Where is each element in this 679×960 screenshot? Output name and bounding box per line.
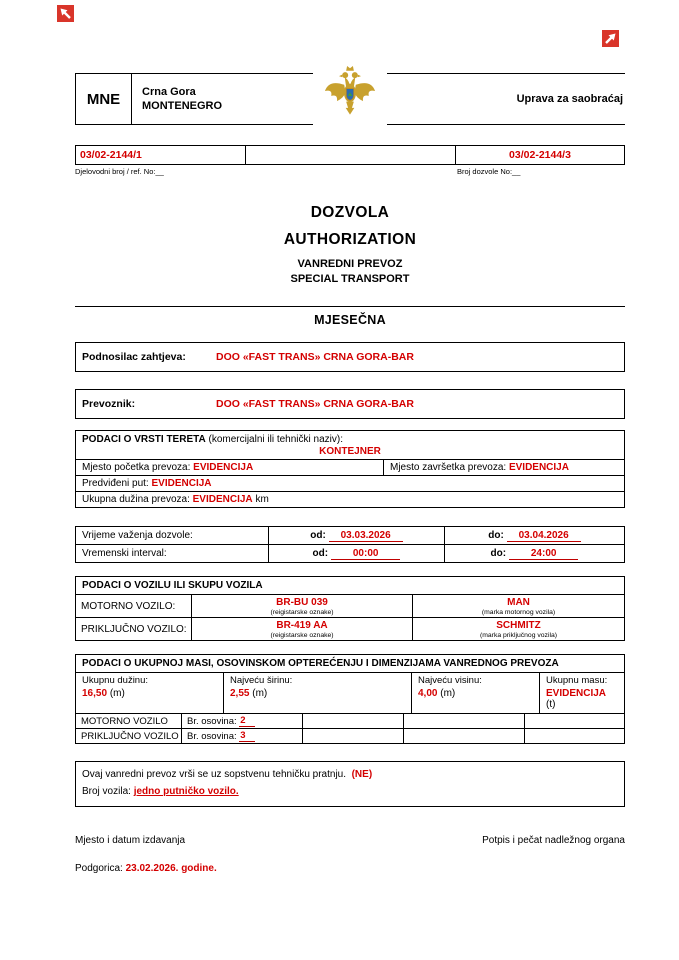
height-unit: (m) bbox=[440, 688, 456, 699]
height-label: Najveću visinu: bbox=[418, 675, 482, 686]
cargo-end-label: Mjesto završetka prevoza: bbox=[390, 462, 507, 473]
trailer-axles-label: PRIKLJUČNO VOZILO bbox=[76, 729, 182, 743]
motor-make-value: MAN bbox=[507, 597, 530, 608]
motor-make-caption: (marka motornog vozila) bbox=[481, 609, 556, 616]
length-cell bbox=[76, 673, 224, 713]
ref-number-caption: Djelovodni broj / ref. No:__ bbox=[75, 167, 164, 176]
motor-plate-caption: (reigistarske oznake) bbox=[270, 609, 334, 616]
time-from-value: 00:00 bbox=[331, 548, 401, 560]
carrier-section bbox=[75, 389, 625, 419]
trailer-plate-caption: (reigistarske oznake) bbox=[270, 632, 334, 639]
od-label: od: bbox=[310, 530, 326, 541]
height-value-line bbox=[418, 688, 533, 699]
annotation-arrow-icon bbox=[602, 30, 619, 47]
document-header bbox=[75, 73, 625, 125]
trailer-vehicle-row bbox=[76, 617, 624, 640]
height-value: 4,00 bbox=[418, 688, 438, 699]
cargo-start-cell bbox=[76, 460, 384, 475]
issue-date: 23.02.2026. godine. bbox=[125, 863, 217, 874]
mass-cell bbox=[540, 673, 624, 713]
width-cell bbox=[224, 673, 412, 713]
trailer-make-value: SCHMITZ bbox=[496, 620, 541, 631]
width-value-line bbox=[230, 688, 405, 699]
cargo-end-value: EVIDENCIJA bbox=[508, 462, 569, 473]
trailer-plate-value: BR-419 AA bbox=[276, 620, 328, 631]
length-unit: (m) bbox=[109, 688, 125, 699]
cargo-places-row bbox=[76, 459, 624, 475]
cargo-route-value: EVIDENCIJA bbox=[151, 478, 212, 489]
date-from-value: 03.03.2026 bbox=[329, 530, 403, 542]
motor-vehicle-label: MOTORNO VOZILO: bbox=[76, 595, 192, 617]
cargo-start-label: Mjesto početka prevoza: bbox=[82, 462, 191, 473]
od-label: od: bbox=[312, 548, 329, 559]
cargo-start-value: EVIDENCIJA bbox=[193, 462, 254, 473]
axles-label: Br. osovina: bbox=[187, 730, 237, 742]
annotation-arrow-icon bbox=[57, 5, 74, 22]
escort-answer: (NE) bbox=[351, 769, 373, 780]
dimensions-section-header: PODACI O UKUPNOJ MASI, OSOVINSKOM OPTEREĆENJU I DIMENZIJAMA VANREDNOG PREVOZA bbox=[76, 655, 624, 673]
date-to-value: 03.04.2026 bbox=[507, 530, 581, 542]
axles-label: Br. osovina: bbox=[187, 715, 237, 727]
issue-place: Podgorica: bbox=[75, 863, 123, 874]
cargo-end-cell bbox=[384, 460, 624, 475]
validity-period-label: Vrijeme važenja dozvole: bbox=[82, 530, 193, 541]
motor-vehicle-row bbox=[76, 595, 624, 617]
validity-period-row bbox=[76, 527, 624, 544]
cargo-route-row bbox=[76, 475, 624, 491]
empty-cell bbox=[404, 729, 525, 743]
empty-cell bbox=[525, 714, 624, 728]
vehicle-section-header: PODACI O VOZILU ILI SKUPU VOZILA bbox=[76, 577, 624, 595]
escort-section bbox=[75, 761, 625, 807]
trailer-make-caption: (marka priključnog vozila) bbox=[479, 632, 558, 639]
title-vanredni-prevoz: VANREDNI PREVOZ bbox=[297, 258, 403, 270]
title-dozvola: DOZVOLA bbox=[310, 204, 390, 221]
applicant-label: Podnosilac zahtjeva: bbox=[82, 351, 186, 363]
validity-date-from-cell bbox=[268, 527, 444, 544]
dimensions-section bbox=[75, 654, 625, 744]
cargo-distance-unit: km bbox=[255, 494, 269, 505]
escort-line1 bbox=[82, 767, 618, 784]
cargo-distance-value: EVIDENCIJA bbox=[192, 494, 253, 505]
trailer-axles-value: 3 bbox=[239, 730, 254, 742]
time-to-cell bbox=[444, 545, 624, 562]
cargo-header-bold: PODACI O VRSTI TERETA bbox=[82, 434, 206, 445]
mass-value-line bbox=[546, 688, 618, 710]
dimensions-values-row bbox=[76, 673, 624, 714]
width-value: 2,55 bbox=[230, 688, 250, 699]
interval-label: Vremenski interval: bbox=[82, 548, 167, 559]
empty-cell bbox=[525, 729, 624, 743]
applicant-value: DOO «FAST TRANS» CRNA GORA-BAR bbox=[216, 351, 414, 363]
escort-vehicles-value: jedno putničko vozilo. bbox=[133, 785, 239, 797]
trailer-plate-cell bbox=[192, 618, 413, 640]
signature-label: Potpis i pečat nadležnog organa bbox=[482, 835, 625, 846]
length-value-line bbox=[82, 688, 217, 699]
time-to-value: 24:00 bbox=[509, 548, 579, 560]
ref-captions bbox=[75, 167, 625, 176]
empty-cell bbox=[303, 714, 404, 728]
motor-plate-cell bbox=[192, 595, 413, 617]
validity-section bbox=[75, 526, 625, 563]
permit-period: MJESEČNA bbox=[314, 313, 386, 327]
motor-axles-row bbox=[76, 714, 624, 728]
country-name-line2: MONTENEGRO bbox=[142, 100, 223, 112]
country-name bbox=[132, 85, 222, 114]
cargo-distance-row bbox=[76, 491, 624, 507]
do-label: do: bbox=[490, 548, 507, 559]
length-value: 16,50 bbox=[82, 688, 108, 699]
coat-of-arms-icon bbox=[313, 63, 387, 126]
cargo-name: KONTEJNER bbox=[319, 446, 381, 457]
cargo-route-label: Predviđeni put: bbox=[82, 478, 149, 489]
validity-date-to-cell bbox=[444, 527, 624, 544]
mass-value: EVIDENCIJA bbox=[546, 688, 607, 699]
validity-interval-row bbox=[76, 544, 624, 562]
escort-line2 bbox=[82, 784, 618, 801]
cargo-section bbox=[75, 430, 625, 508]
permit-number-caption: Broj dozvole No:__ bbox=[457, 167, 521, 176]
width-label: Najveću širinu: bbox=[230, 675, 293, 686]
trailer-vehicle-label: PRIKLJUČNO VOZILO: bbox=[76, 618, 192, 640]
escort-vehicles-label: Broj vozila: bbox=[82, 785, 131, 797]
footer-labels bbox=[75, 835, 625, 846]
empty-cell bbox=[404, 714, 525, 728]
carrier-value: DOO «FAST TRANS» CRNA GORA-BAR bbox=[216, 398, 414, 410]
mass-unit: (t) bbox=[546, 699, 556, 710]
issue-place-label: Mjesto i datum izdavanja bbox=[75, 835, 186, 846]
motor-axles-cell bbox=[182, 714, 303, 728]
reference-number-row bbox=[75, 145, 625, 165]
time-from-cell bbox=[268, 545, 444, 562]
cargo-distance-label: Ukupna dužina prevoza: bbox=[82, 494, 190, 505]
issue-place-line bbox=[75, 863, 625, 874]
vehicle-section bbox=[75, 576, 625, 641]
height-cell bbox=[412, 673, 540, 713]
do-label: do: bbox=[488, 530, 504, 541]
trailer-axles-cell bbox=[182, 729, 303, 743]
title-special-transport: SPECIAL TRANSPORT bbox=[290, 273, 410, 285]
country-code: MNE bbox=[75, 74, 132, 124]
motor-axles-value: 2 bbox=[239, 715, 254, 727]
motor-axles-label: MOTORNO VOZILO bbox=[76, 714, 182, 728]
divider-rule bbox=[75, 306, 625, 307]
document-title bbox=[75, 204, 625, 285]
escort-statement: Ovaj vanredni prevoz vrši se uz sopstvenu tehničku pratnju. bbox=[82, 769, 347, 780]
permit-number: 03/02-2144/3 bbox=[509, 149, 571, 161]
width-unit: (m) bbox=[252, 688, 268, 699]
country-name-line1: Crna Gora bbox=[142, 85, 196, 98]
title-authorization: AUTHORIZATION bbox=[283, 231, 417, 248]
authority-name: Uprava za saobraćaj bbox=[516, 93, 623, 105]
empty-cell bbox=[303, 729, 404, 743]
ref-empty-cell bbox=[246, 146, 456, 164]
motor-plate-value: BR-BU 039 bbox=[276, 597, 328, 608]
applicant-section bbox=[75, 342, 625, 372]
cargo-header-normal: (komercijalni ili tehnički naziv): bbox=[208, 434, 343, 445]
carrier-label: Prevoznik: bbox=[82, 398, 136, 410]
motor-make-cell bbox=[413, 595, 624, 617]
cargo-header bbox=[76, 431, 624, 445]
mass-label: Ukupnu masu: bbox=[546, 675, 608, 686]
trailer-axles-row bbox=[76, 728, 624, 743]
trailer-make-cell bbox=[413, 618, 624, 640]
ref-number: 03/02-2144/1 bbox=[76, 146, 246, 164]
length-label: Ukupnu dužinu: bbox=[82, 675, 149, 686]
